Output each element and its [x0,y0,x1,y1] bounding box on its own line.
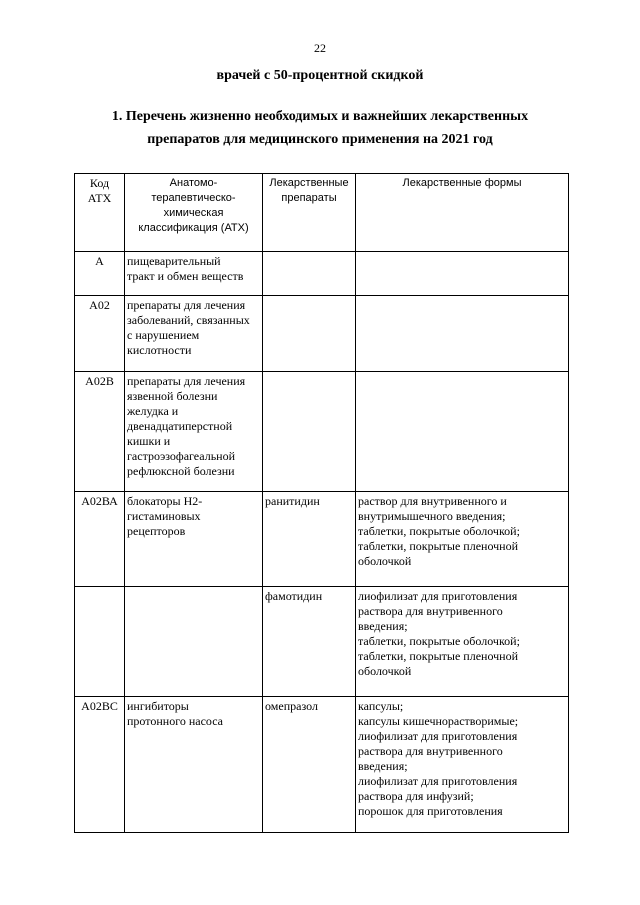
row-code [75,587,125,697]
row-forms: раствор для внутривенного и внутримышечного введения; таблетки, покрытые оболочкой; таблетки, покрытые пленочной оболочкой [356,492,569,587]
header-code: Код АТХ [75,174,125,252]
row-classification: препараты для лечения язвенной болезни желудка и двенадцатиперстной кишки и гастроэзофагеальной рефлюксной болезни [125,372,263,492]
table-row [75,372,569,492]
table-row [75,296,569,372]
table-row [75,587,569,697]
row-drug [263,372,356,492]
row-forms [356,252,569,296]
table-row [75,492,569,587]
row-drug [263,252,356,296]
row-drug: фамотидин [263,587,356,697]
row-classification: пищеварительный тракт и обмен веществ [125,252,263,296]
table-row [75,697,569,833]
header-classification: Анатомо- терапевтическо- химическая классификация (АТХ) [125,174,263,252]
heading-title-line2: препаратов для медицинского применения на 2021 год [147,132,493,147]
row-code: А02В [75,372,125,492]
atx-drug-table [74,173,569,833]
row-forms: капсулы; капсулы кишечнорастворимые; лиофилизат для приготовления раствора для внутривенного введения; лиофилизат для приготовления раствора для инфузий; порошок для приготовления [356,697,569,833]
row-forms [356,296,569,372]
row-drug: омепразол [263,697,356,833]
heading-subtitle: врачей с 50-процентной скидкой [216,68,424,83]
table-header-row [75,174,569,252]
page-number: 22 [314,41,326,55]
row-classification [125,587,263,697]
row-classification: ингибиторы протонного насоса [125,697,263,833]
row-classification: блокаторы Н2- гистаминовых рецепторов [125,492,263,587]
row-code: А02 [75,296,125,372]
heading-title-line1: 1. Перечень жизненно необходимых и важнейших лекарственных [111,109,529,124]
header-drugs: Лекарственные препараты [263,174,356,252]
row-classification: препараты для лечения заболеваний, связанных с нарушением кислотности [125,296,263,372]
row-code: А [75,252,125,296]
row-drug [263,296,356,372]
row-code: А02ВС [75,697,125,833]
row-code: А02ВА [75,492,125,587]
table-row [75,252,569,296]
row-drug: ранитидин [263,492,356,587]
header-forms: Лекарственные формы [356,174,569,252]
row-forms [356,372,569,492]
row-forms: лиофилизат для приготовления раствора для внутривенного введения; таблетки, покрытые оболочкой; таблетки, покрытые пленочной оболочкой [356,587,569,697]
